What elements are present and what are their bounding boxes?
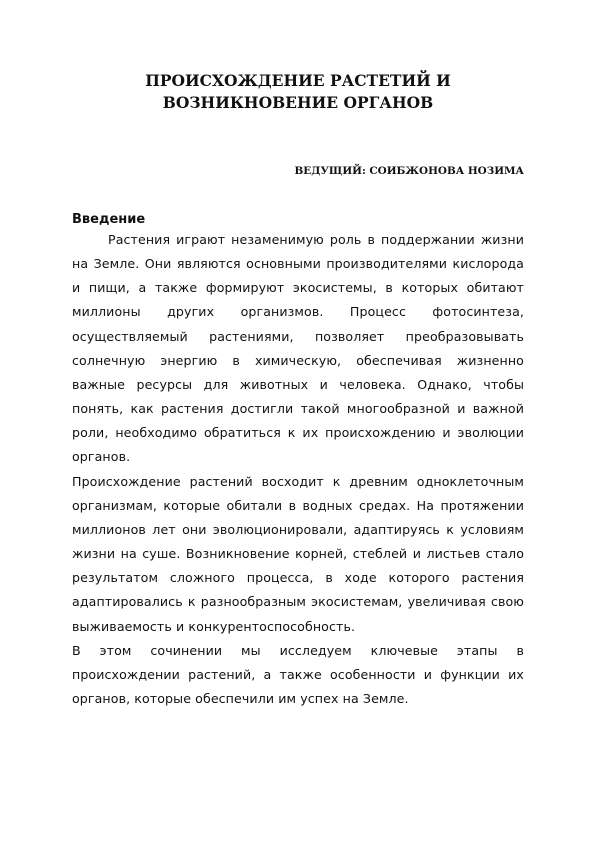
title-line-1: ПРОИСХОЖДЕНИЕ РАСТЕТИЙ И: [145, 71, 451, 90]
paragraph-1: Растения играют незаменимую роль в поддержании жизни на Земле. Они являются основными производителями кислорода и пищи, а также формируют экосистемы, в которых обитают миллионы других организмов. Процесс фотосинтеза, осуществляемый растениями, позволяет преобразовывать солнечную энергию в химическую, обеспечивая жизненно важные ресурсы для животных и человека. Однако, чтобы понять, как растения достигли такой многообразной и важной роли, необходимо обратиться к их происхождению и эволюции органов.: [72, 232, 524, 465]
presenter-name: ВЕДУЩИЙ: СОИБЖОНОВА НОЗИМА: [294, 165, 524, 177]
paragraph-3: В этом сочинении мы исследуем ключевые этапы в происхождении растений, а также особенности и функции их органов, которые обеспечили им успех на Земле.: [72, 642, 524, 706]
introduction-body: [72, 228, 524, 711]
section-heading-introduction: Введение: [72, 212, 146, 227]
paragraph-2: Происхождение растений восходит к древним одноклеточным организмам, которые обитали в водных средах. На протяжении миллионов лет они эволюционировали, адаптируясь к условиям жизни на суше. Возникновение корней, стеблей и листьев стало результатом сложного процесса, в ходе которого растения адаптировались к разнообразным экосистемам, увеличивая свою выживаемость и конкурентоспособность.: [72, 473, 524, 634]
title-line-2: ВОЗНИКНОВЕНИЕ ОРГАНОВ: [162, 93, 434, 112]
document-title: [72, 70, 524, 114]
